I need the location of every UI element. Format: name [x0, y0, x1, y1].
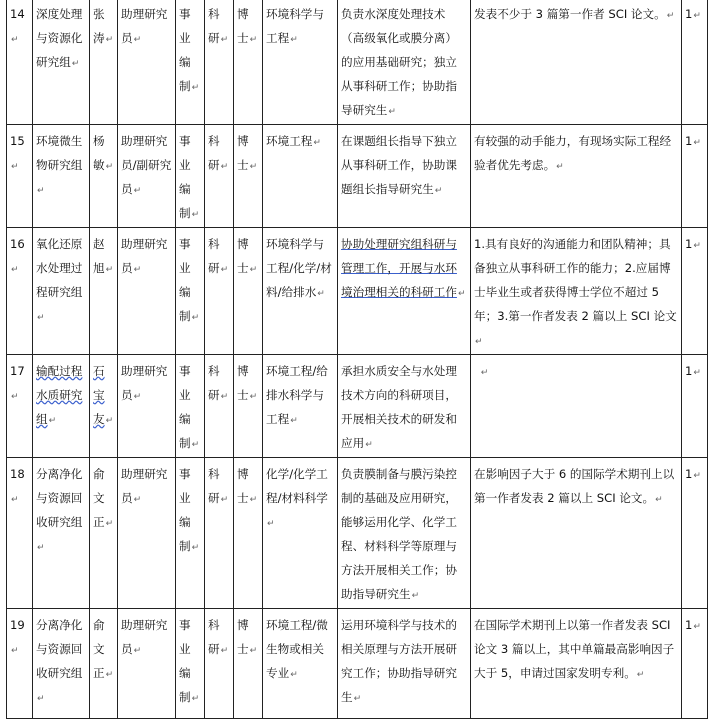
job-category: 科研↵	[205, 458, 234, 609]
row-number: 16↵	[7, 228, 33, 355]
job-category: 科研↵	[205, 228, 234, 355]
headcount: 1↵	[682, 609, 708, 719]
row-number: 14↵	[7, 0, 33, 125]
position-title: 助理研究员/副研究员↵	[118, 125, 176, 228]
research-group: 深度处理与资源化研究组↵	[33, 0, 90, 125]
research-group: 环境微生物研究组↵	[33, 125, 90, 228]
degree: 博士↵	[234, 355, 263, 458]
requirements: 在国际学术期刊上以第一作者发表 SCI 论文 3 篇以上，其中单篇最高影响因子大于 5，申请过国家发明专利。↵	[471, 609, 682, 719]
requirements: 发表不少于 3 篇第一作者 SCI 论文。↵	[471, 0, 682, 125]
major: 环境科学与工程/化学/材料/给排水↵	[263, 228, 338, 355]
row-number: 19↵	[7, 609, 33, 719]
major: 环境工程↵	[263, 125, 338, 228]
job-category: 科研↵	[205, 355, 234, 458]
degree: 博士↵	[234, 609, 263, 719]
staffing-type: 事业编制↵	[176, 228, 205, 355]
major: 环境工程/给排水科学与工程↵	[263, 355, 338, 458]
table-row	[7, 228, 708, 355]
job-category: 科研↵	[205, 125, 234, 228]
degree: 博士↵	[234, 458, 263, 609]
research-group: 输配过程水质研究组↵	[33, 355, 90, 458]
table-row	[7, 0, 708, 125]
duties: 承担水质安全与水处理技术方向的科研项目，开展相关技术的研发和应用↵	[338, 355, 471, 458]
row-number: 15↵	[7, 125, 33, 228]
staffing-type: 事业编制↵	[176, 458, 205, 609]
table-row	[7, 458, 708, 609]
requirements: 在影响因子大于 6 的国际学术期刊上以第一作者发表 2 篇以上 SCI 论文。↵	[471, 458, 682, 609]
major: 环境科学与工程↵	[263, 0, 338, 125]
duties: 运用环境科学与技术的相关原理与方法开展研究工作；协助指导研究生↵	[338, 609, 471, 719]
job-category: 科研↵	[205, 0, 234, 125]
headcount: 1↵	[682, 355, 708, 458]
table-row	[7, 609, 708, 719]
position-title: 助理研究员↵	[118, 609, 176, 719]
headcount: 1↵	[682, 458, 708, 609]
staffing-type: 事业编制↵	[176, 355, 205, 458]
research-group: 分离净化与资源回收研究组↵	[33, 609, 90, 719]
group-leader: 俞文正↵	[90, 609, 118, 719]
staffing-type: 事业编制↵	[176, 125, 205, 228]
research-group: 分离净化与资源回收研究组↵	[33, 458, 90, 609]
duties: 负责膜制备与膜污染控制的基础及应用研究，能够运用化学、化学工程、材料科学等原理与方法开展相关工作；协助指导研究生↵	[338, 458, 471, 609]
degree: 博士↵	[234, 125, 263, 228]
group-leader: 张涛↵	[90, 0, 118, 125]
duties: 协助处理研究组科研与管理工作，开展与水环境治理相关的科研工作↵	[338, 228, 471, 355]
group-leader: 赵旭↵	[90, 228, 118, 355]
headcount: 1↵	[682, 125, 708, 228]
research-group: 氧化还原水处理过程研究组↵	[33, 228, 90, 355]
duties: 负责水深度处理技术（高级氧化或膜分离）的应用基础研究；独立从事科研工作；协助指导研究生↵	[338, 0, 471, 125]
row-number: 17↵	[7, 355, 33, 458]
staffing-type: 事业编制↵	[176, 609, 205, 719]
group-leader: 杨敏↵	[90, 125, 118, 228]
table-row	[7, 355, 708, 458]
major: 环境工程/微生物或相关专业↵	[263, 609, 338, 719]
headcount: 1↵	[682, 228, 708, 355]
position-title: 助理研究员↵	[118, 228, 176, 355]
recruitment-table	[6, 0, 708, 719]
position-title: 助理研究员↵	[118, 0, 176, 125]
group-leader: 俞文正↵	[90, 458, 118, 609]
headcount: 1↵	[682, 0, 708, 125]
degree: 博士↵	[234, 228, 263, 355]
duties: 在课题组长指导下独立从事科研工作，协助课题组长指导研究生↵	[338, 125, 471, 228]
position-title: 助理研究员↵	[118, 355, 176, 458]
row-number: 18↵	[7, 458, 33, 609]
requirements: 1.具有良好的沟通能力和团队精神；具备独立从事科研工作的能力；2.应届博士毕业生或者获得博士学位不超过 5 年；3.第一作者发表 2 篇以上 SCI 论文↵	[471, 228, 682, 355]
job-category: 科研↵	[205, 609, 234, 719]
position-title: 助理研究员↵	[118, 458, 176, 609]
group-leader: 石宝友↵	[90, 355, 118, 458]
requirements: 有较强的动手能力，有现场实际工程经验者优先考虑。↵	[471, 125, 682, 228]
degree: 博士↵	[234, 0, 263, 125]
staffing-type: 事业编制↵	[176, 0, 205, 125]
requirements: ↵	[471, 355, 682, 458]
major: 化学/化学工程/材料科学↵	[263, 458, 338, 609]
table-row	[7, 125, 708, 228]
